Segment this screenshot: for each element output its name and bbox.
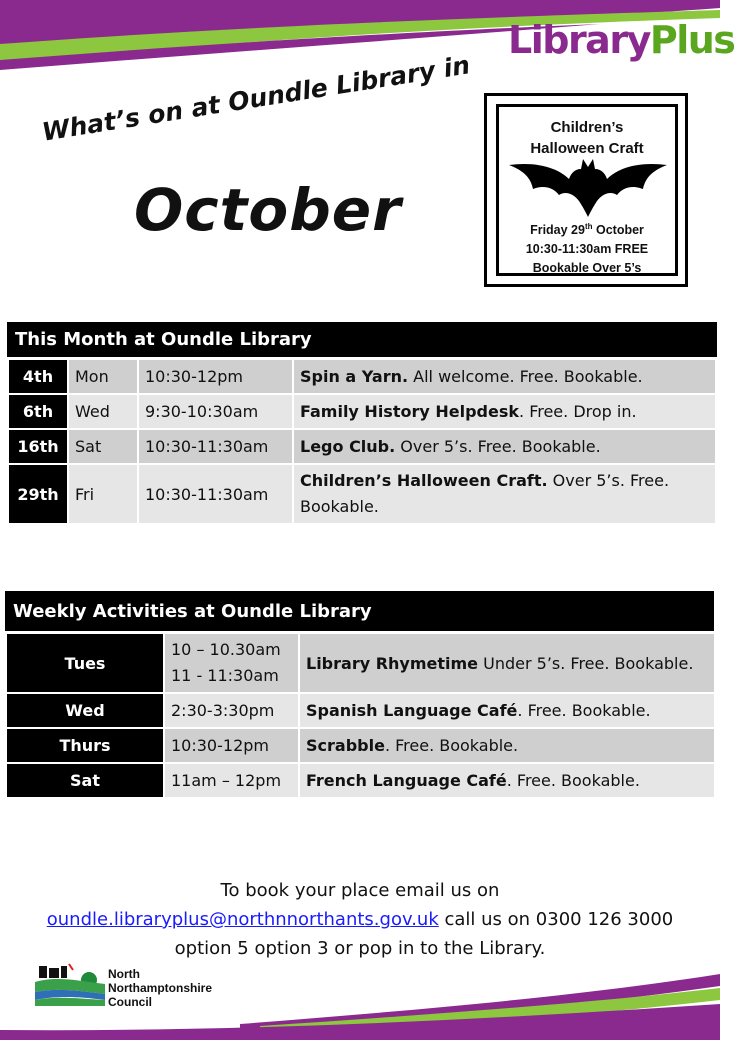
promo-date-suffix: October: [592, 223, 644, 238]
table-row: [8, 359, 716, 394]
event-day: Wed: [68, 394, 138, 429]
promo-booking: Bookable Over 5’s: [532, 261, 642, 276]
email-link[interactable]: oundle.libraryplus@northnnorthants.gov.uk: [46, 909, 439, 930]
table-row: [8, 429, 716, 464]
month-title: October: [134, 176, 402, 244]
event-title: Lego Club.: [300, 437, 396, 456]
table-row: [6, 633, 715, 693]
event-description: [293, 464, 716, 524]
activity-detail: . Free. Bookable.: [517, 701, 651, 720]
north-northamptonshire-council-logo: [35, 962, 105, 1006]
activity-time-1: 10 – 10.30am: [171, 640, 281, 659]
booking-line3: option 5 option 3 or pop in to the Library.: [174, 938, 546, 959]
promo-date: [499, 217, 675, 240]
activity-title: French Language Café: [306, 771, 507, 790]
weekly-section-header: Weekly Activities at Oundle Library: [5, 591, 714, 631]
event-title: Spin a Yarn.: [300, 367, 409, 386]
bat-icon: [509, 157, 667, 219]
activity-description: [299, 763, 715, 798]
table-row: [6, 728, 715, 763]
activity-title: Scrabble: [306, 736, 385, 755]
monthly-section-header: This Month at Oundle Library: [7, 322, 717, 357]
activity-day: Sat: [6, 763, 164, 798]
activity-day: Tues: [6, 633, 164, 693]
promo-box: [496, 104, 678, 276]
event-time: 10:30-11:30am: [138, 464, 293, 524]
council-line2: Northamptonshire: [108, 981, 213, 995]
event-day: Sat: [68, 429, 138, 464]
event-detail: All welcome. Free. Bookable.: [408, 367, 643, 386]
event-date: 29th: [8, 464, 68, 524]
event-day: Mon: [68, 359, 138, 394]
headline: What’s on at Oundle Library in: [40, 50, 472, 147]
promo-date-sup: th: [584, 222, 593, 231]
logo-library-text: Library: [508, 18, 650, 62]
activity-title: Spanish Language Café: [306, 701, 518, 720]
monthly-events-table: [7, 358, 717, 525]
table-row: [8, 394, 716, 429]
council-line3: Council: [108, 995, 152, 1009]
phone-text: call us on 0300 126 3000: [438, 909, 674, 930]
logo-plus-text: Plus: [649, 18, 734, 62]
booking-info: [0, 876, 720, 963]
promo-title: [499, 117, 675, 159]
event-date: 4th: [8, 359, 68, 394]
promo-time: 10:30-11:30am FREE: [525, 242, 649, 257]
event-date: 16th: [8, 429, 68, 464]
event-time: 10:30-12pm: [138, 359, 293, 394]
event-detail: Over 5’s. Free. Bookable.: [395, 437, 601, 456]
table-row: [6, 763, 715, 798]
activity-description: [299, 728, 715, 763]
booking-line1: To book your place email us on: [220, 880, 500, 901]
event-date: 6th: [8, 394, 68, 429]
weekly-activities-table: [5, 632, 716, 799]
activity-title: Library Rhymetime: [306, 653, 479, 673]
table-row: [8, 464, 716, 524]
council-line1: North: [108, 967, 140, 981]
activity-day: Wed: [6, 693, 164, 728]
event-detail: . Free. Drop in.: [519, 402, 637, 421]
event-detail: Over 5’s. Free. Bookable.: [300, 471, 670, 516]
promo-date-prefix: Friday 29: [530, 223, 585, 238]
promo-title-line1: Children’s: [550, 119, 624, 136]
council-name: [108, 967, 212, 1009]
event-day: Fri: [68, 464, 138, 524]
event-time: 10:30-11:30am: [138, 429, 293, 464]
event-description: [293, 394, 716, 429]
activity-detail: . Free. Bookable.: [506, 771, 640, 790]
event-description: [293, 429, 716, 464]
table-row: [6, 693, 715, 728]
activity-time-2: 11 - 11:30am: [171, 666, 279, 685]
activity-time: 11am – 12pm: [164, 763, 299, 798]
activity-time: 2:30-3:30pm: [164, 693, 299, 728]
activity-detail: Under 5’s. Free. Bookable.: [478, 653, 694, 673]
promo-info: [499, 217, 675, 278]
activity-detail: . Free. Bookable.: [384, 736, 519, 755]
libraryplus-logo: [508, 18, 734, 62]
event-description: [293, 359, 716, 394]
activity-description: [299, 693, 715, 728]
activity-time: 10:30-12pm: [164, 728, 299, 763]
event-title: Family History Helpdesk: [300, 402, 520, 421]
event-time: 9:30-10:30am: [138, 394, 293, 429]
promo-title-line2: Halloween Craft: [530, 140, 644, 157]
activity-time: [164, 633, 299, 693]
event-title: Children’s Halloween Craft.: [300, 471, 548, 490]
activity-day: Thurs: [6, 728, 164, 763]
booking-line2: [0, 905, 720, 934]
activity-description: [299, 633, 715, 693]
